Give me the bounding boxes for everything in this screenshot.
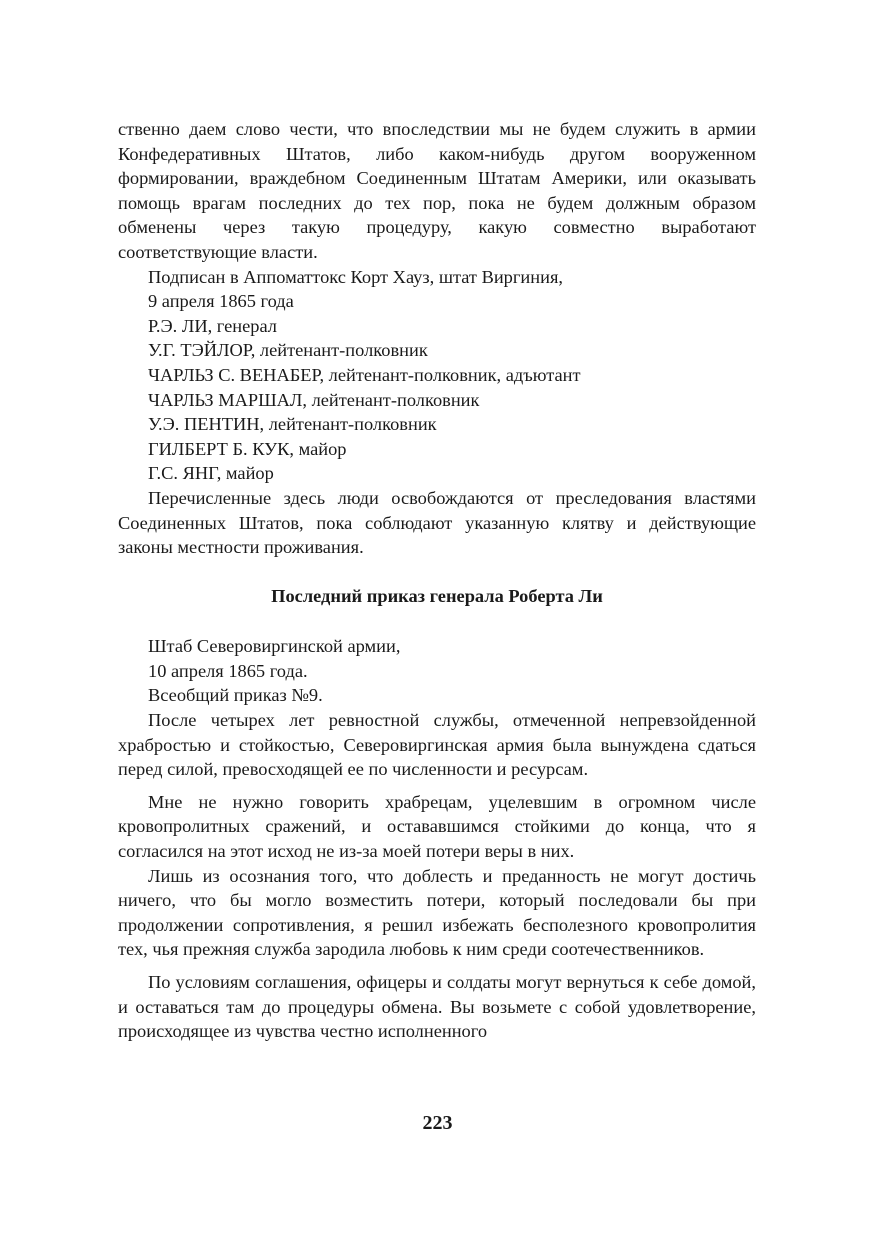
order-header-date: 10 апреля 1865 года. [148, 660, 308, 681]
paragraph-four-years: После четырех лет ревностной службы, отмеченной непревзойденной храбростью и стойкостью, Северовиргинская армия была вынуждена сдаться перед силой, превосходящей ее по численности и ресурсам. [118, 710, 756, 780]
paragraph-terms: По условиям соглашения, офицеры и солдаты могут вернуться к себе домой, и оставаться там до процедуры обмена. Вы возьмете с собой удовлетворение, происходящее из чувства честно исполненного [118, 972, 756, 1042]
signature-block [118, 265, 756, 486]
signature-line-lee: Р.Э. ЛИ, генерал [148, 315, 277, 336]
order-header [118, 634, 756, 708]
section-heading: Последний приказ генерала Роберта Ли [271, 585, 603, 606]
signature-line-date: 9 апреля 1865 года [148, 291, 294, 312]
order-header-number: Всеобщий приказ №9. [148, 685, 323, 706]
paragraph-release: Перечисленные здесь люди освобождаются от преследования властями Соединенных Штатов, пока соблюдают указанную клятву и действующие законы местности проживания. [118, 487, 756, 558]
page-body [118, 117, 756, 1044]
paragraph-oath-continuation: ственно даем слово чести, что впоследствии мы не будем служить в армии Конфедеративных Штатов, либо каком-нибудь другом вооруженном формировании, враждебном Соединенным Штатам Америки, или оказывать помощь врагам последних до тех пор, пока не будем должным образом обменены через такую процедуру, какую совместно выработают соответствующие власти. [118, 119, 756, 262]
signature-line-peyton: У.Э. ПЕНТИН, лейтенант-полковник [148, 414, 437, 435]
order-header-headquarters: Штаб Северовиргинской армии, [148, 636, 401, 657]
page-number: 223 [422, 1112, 453, 1134]
signature-line-venable: ЧАРЛЬЗ С. ВЕНАБЕР, лейтенант-полковник, адъютант [148, 364, 581, 385]
signature-line-place: Подписан в Аппоматтокс Корт Хауз, штат Виргиния, [148, 266, 563, 287]
paragraph-brave-men: Мне не нужно говорить храбрецам, уцелевшим в огромном числе кровопролитных сражений, и остававшимся стойкими до конца, что я согласился на этот исход не из-за моей потери веры в них. [118, 791, 756, 862]
signature-line-taylor: У.Г. ТЭЙЛОР, лейтенант-полковник [148, 340, 428, 361]
signature-line-marshall: ЧАРЛЬЗ МАРШАЛ, лейтенант-полковник [148, 389, 480, 410]
paragraph-valor: Лишь из осознания того, что доблесть и преданность не могут достичь ничего, что бы могло возместить потери, который последовали бы при продолжении сопротивления, я решил избежать бесполезного кровопролития тех, чья прежняя служба зародила любовь к ним среди соотечественников. [118, 865, 756, 960]
signature-line-cooke: ГИЛБЕРТ Б. КУК, майор [148, 438, 347, 459]
signature-line-young: Г.С. ЯНГ, майор [148, 463, 274, 484]
